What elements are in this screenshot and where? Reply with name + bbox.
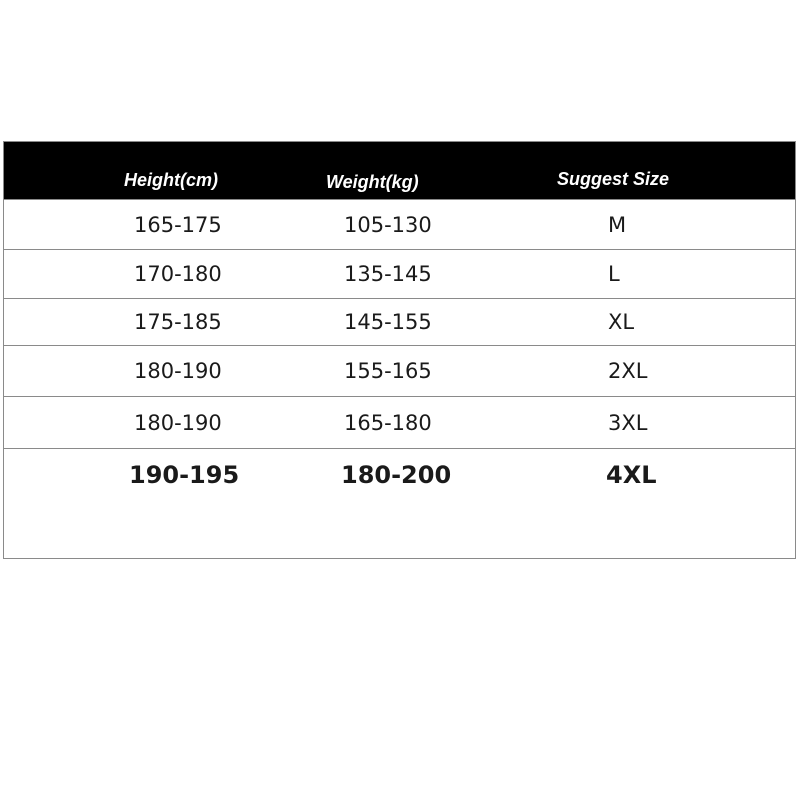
header-suggest-size: Suggest Size xyxy=(557,169,670,189)
height-cell: 170-180 xyxy=(134,262,222,286)
table-row xyxy=(4,199,795,249)
size-cell: XL xyxy=(608,310,635,334)
height-cell: 190-195 xyxy=(129,461,240,489)
table-row xyxy=(4,298,795,345)
weight-cell: 155-165 xyxy=(344,359,432,383)
size-cell: 4XL xyxy=(606,461,657,489)
weight-cell: 105-130 xyxy=(344,212,432,237)
height-cell: 175-185 xyxy=(134,310,222,334)
header-height: Height(cm) xyxy=(124,170,218,190)
weight-cell: 135-145 xyxy=(344,262,432,286)
table-row xyxy=(4,249,795,298)
header-weight: Weight(kg) xyxy=(326,172,419,192)
weight-cell: 145-155 xyxy=(344,310,432,334)
height-cell: 180-190 xyxy=(134,410,222,435)
weight-cell: 165-180 xyxy=(344,410,432,435)
table-row xyxy=(4,448,795,558)
size-cell: L xyxy=(608,262,620,286)
size-cell: M xyxy=(608,212,627,237)
weight-cell: 180-200 xyxy=(341,461,452,489)
table-header-row xyxy=(4,142,795,200)
size-cell: 3XL xyxy=(608,410,648,435)
table-row xyxy=(4,345,795,396)
size-chart-table xyxy=(3,141,796,559)
table-row xyxy=(4,396,795,448)
height-cell: 180-190 xyxy=(134,359,222,383)
size-cell: 2XL xyxy=(608,359,648,383)
height-cell: 165-175 xyxy=(134,212,222,237)
